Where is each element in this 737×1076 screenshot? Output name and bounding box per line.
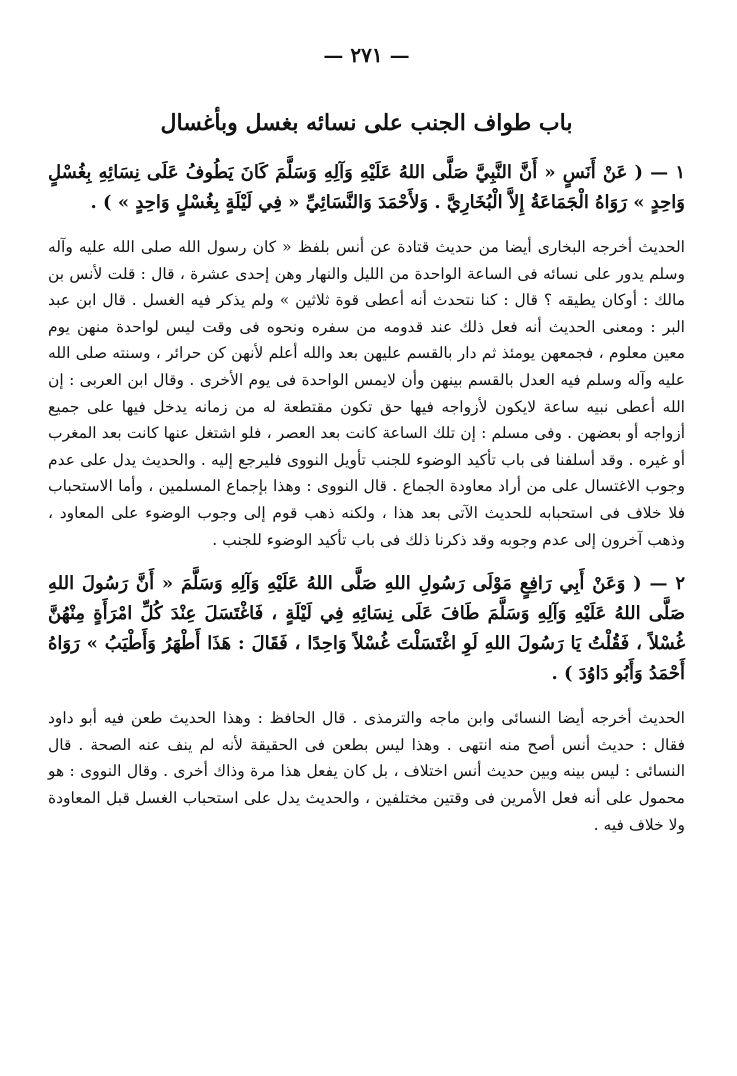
commentary-1: الحديث أخرجه البخارى أيضا من حديث قتادة عن أنس بلفظ « كان رسول الله صلى الله عليه وآله وسلم يدور على نسائه فى الساعة الواحدة من الليل والنهار وهن إحدى عشرة ، قال : قلت لأنس بن مالك : أوكان يطيقه ؟ قال : كنا نتحدث أنه أعطى قوة ثلاثين » ولم يذكر فيه الغسل . قال ابن عبد البر : ومعنى الحديث أنه فعل ذلك عند قدومه من سفره ونحوه فى وقت ليس لواحدة منهن يوم معين معلوم ، فجمعهن يومئذ ثم دار بالقسم عليهن بعد والله أعلم لأنهن كن حرائر ، وسنته صلى الله عليه وآله وسلم فيه العدل بالقسم بينهن وأن لايمس الواحدة فى يوم الأخرى . وقال ابن العربى : إن الله أعطى نبيه ساعة لايكون لأزواجه فيها حق تكون مقتطعة له من زمانه يدخل فيها على جميع أزواجه أو بعضهن . وفى مسلم : إن تلك الساعة كانت بعد العصر ، فلو اشتغل عنها كانت بعد المغرب أو غيره . وقد أسلفنا فى باب تأكيد الوضوء للجنب تأويل النووى فليرجع إليه . والحديث يدل على عدم وجوب الاغتسال على من أراد معاودة الجماع . قال النووى : وهذا بإجماع المسلمين ، وأما الاستحباب فلا خلاف فى استحبابه للحديث الآتى بعد هذا ، ولكنه ذهب قوم إلى وجوب الوضوء على المعاود ، وذهب آخرون إلى عدم وجوبه وقد ذكرنا ذلك فى باب تأكيد الوضوء للجنب . <box>48 238 685 549</box>
page-number: — ٢٧١ — <box>323 43 410 67</box>
hadith-1: ١ — ( عَنْ أَنَسٍ « أَنَّ النَّبِيَّ صَلَّى اللهُ عَلَيْهِ وَآلِهِ وَسَلَّمَ كَانَ يَطُوفُ عَلَى نِسَائِهِ بِغُسْلٍ وَاحِدٍ » رَوَاهُ الْجَمَاعَةُ إِلاَّ الْبُخَارِيَّ . وَلأَحْمَدَ وَالنَّسَائِيِّ « فِي لَيْلَةٍ بِغُسْلٍ وَاحِدٍ » ) . <box>48 162 685 213</box>
hadith-2: ٢ — ( وَعَنْ أَبِي رَافِعٍ مَوْلَى رَسُولِ اللهِ صَلَّى اللهُ عَلَيْهِ وَآلِهِ وَسَلَّمَ « أَنَّ رَسُولَ اللهِ صَلَّى اللهُ عَلَيْهِ وَآلِهِ وَسَلَّمَ طَافَ عَلَى نِسَائِهِ فِي لَيْلَةٍ ، فَاغْتَسَلَ عِنْدَ كُلِّ امْرَأَةٍ مِنْهُنَّ غُسْلاً ، فَقُلْتُ يَا رَسُولَ اللهِ لَوِ اغْتَسَلْتَ غُسْلاً وَاحِدًا ، فَقَالَ : هَذَا أَطْهَرُ وَأَطْيَبُ » رَوَاهُ أَحْمَدُ وَأَبُو دَاوُدَ ) . <box>48 573 685 685</box>
commentary-2: الحديث أخرجه أيضا النسائى وابن ماجه والترمذى . قال الحافظ : وهذا الحديث طعن فيه أبو داود فقال : حديث أنس أصح منه انتهى . وهذا ليس بطعن فى الحقيقة لأنه لم ينف عنه الصحة . قال النسائى : ليس بينه وبين حديث أنس اختلاف ، بل كان يفعل هذا مرة وذاك أخرى . وقال النووى : هو محمول على أنه فعل الأمرين فى وقتين مختلفين ، والحديث يدل على استحباب الغسل قبل المعاودة ولا خلاف فيه . <box>48 709 685 834</box>
chapter-title: باب طواف الجنب على نسائه بغسل وبأغسال <box>160 110 573 136</box>
